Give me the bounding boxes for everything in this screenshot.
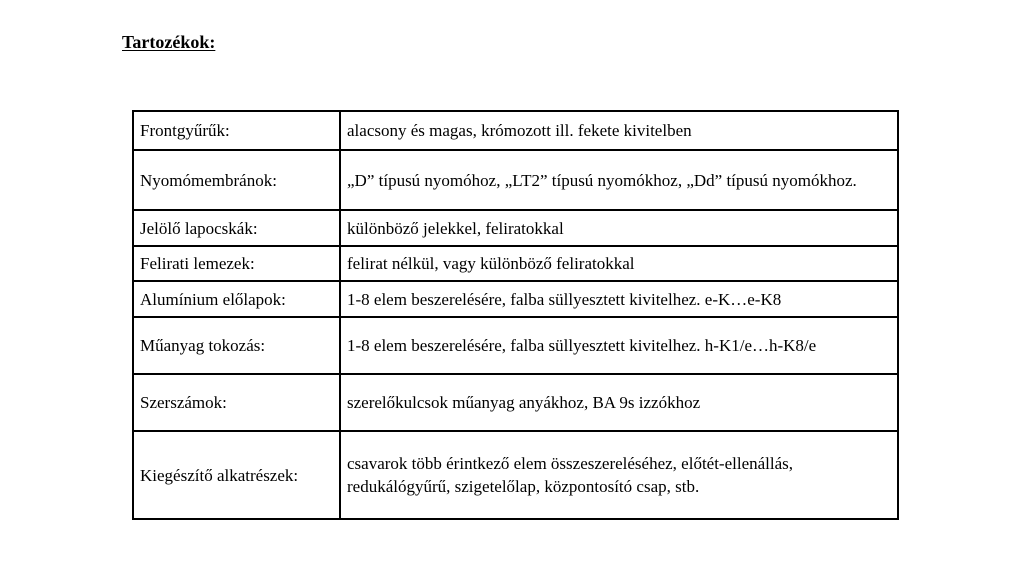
row-label: Nyomómembránok: [133, 150, 340, 210]
table-row [133, 374, 898, 431]
table-row [133, 210, 898, 246]
row-label: Szerszámok: [133, 374, 340, 431]
row-description: alacsony és magas, krómozott ill. fekete kivitelben [340, 111, 898, 150]
row-label: Felirati lemezek: [133, 246, 340, 281]
table-row [133, 150, 898, 210]
row-label: Kiegészítő alkatrészek: [133, 431, 340, 519]
table-row [133, 431, 898, 519]
table-row [133, 317, 898, 374]
row-label: Alumínium előlapok: [133, 281, 340, 317]
row-description: különböző jelekkel, feliratokkal [340, 210, 898, 246]
row-description: 1-8 elem beszerelésére, falba süllyesztett kivitelhez. h-K1/e…h-K8/e [340, 317, 898, 374]
table-row [133, 246, 898, 281]
page-heading: Tartozékok: [122, 32, 216, 52]
row-label: Frontgyűrűk: [133, 111, 340, 150]
row-description: felirat nélkül, vagy különböző feliratokkal [340, 246, 898, 281]
row-description: „D” típusú nyomóhoz, „LT2” típusú nyomókhoz, „Dd” típusú nyomókhoz. [340, 150, 898, 210]
row-description: 1-8 elem beszerelésére, falba süllyesztett kivitelhez. e-K…e-K8 [340, 281, 898, 317]
row-description: szerelőkulcsok műanyag anyákhoz, BA 9s izzókhoz [340, 374, 898, 431]
accessories-table [132, 110, 899, 520]
row-label: Jelölő lapocskák: [133, 210, 340, 246]
table-row [133, 111, 898, 150]
table-row [133, 281, 898, 317]
row-label: Műanyag tokozás: [133, 317, 340, 374]
row-description: csavarok több érintkező elem összeszereléséhez, előtét-ellenállás, redukálógyűrű, szigetelőlap, központosító csap, stb. [340, 431, 898, 519]
